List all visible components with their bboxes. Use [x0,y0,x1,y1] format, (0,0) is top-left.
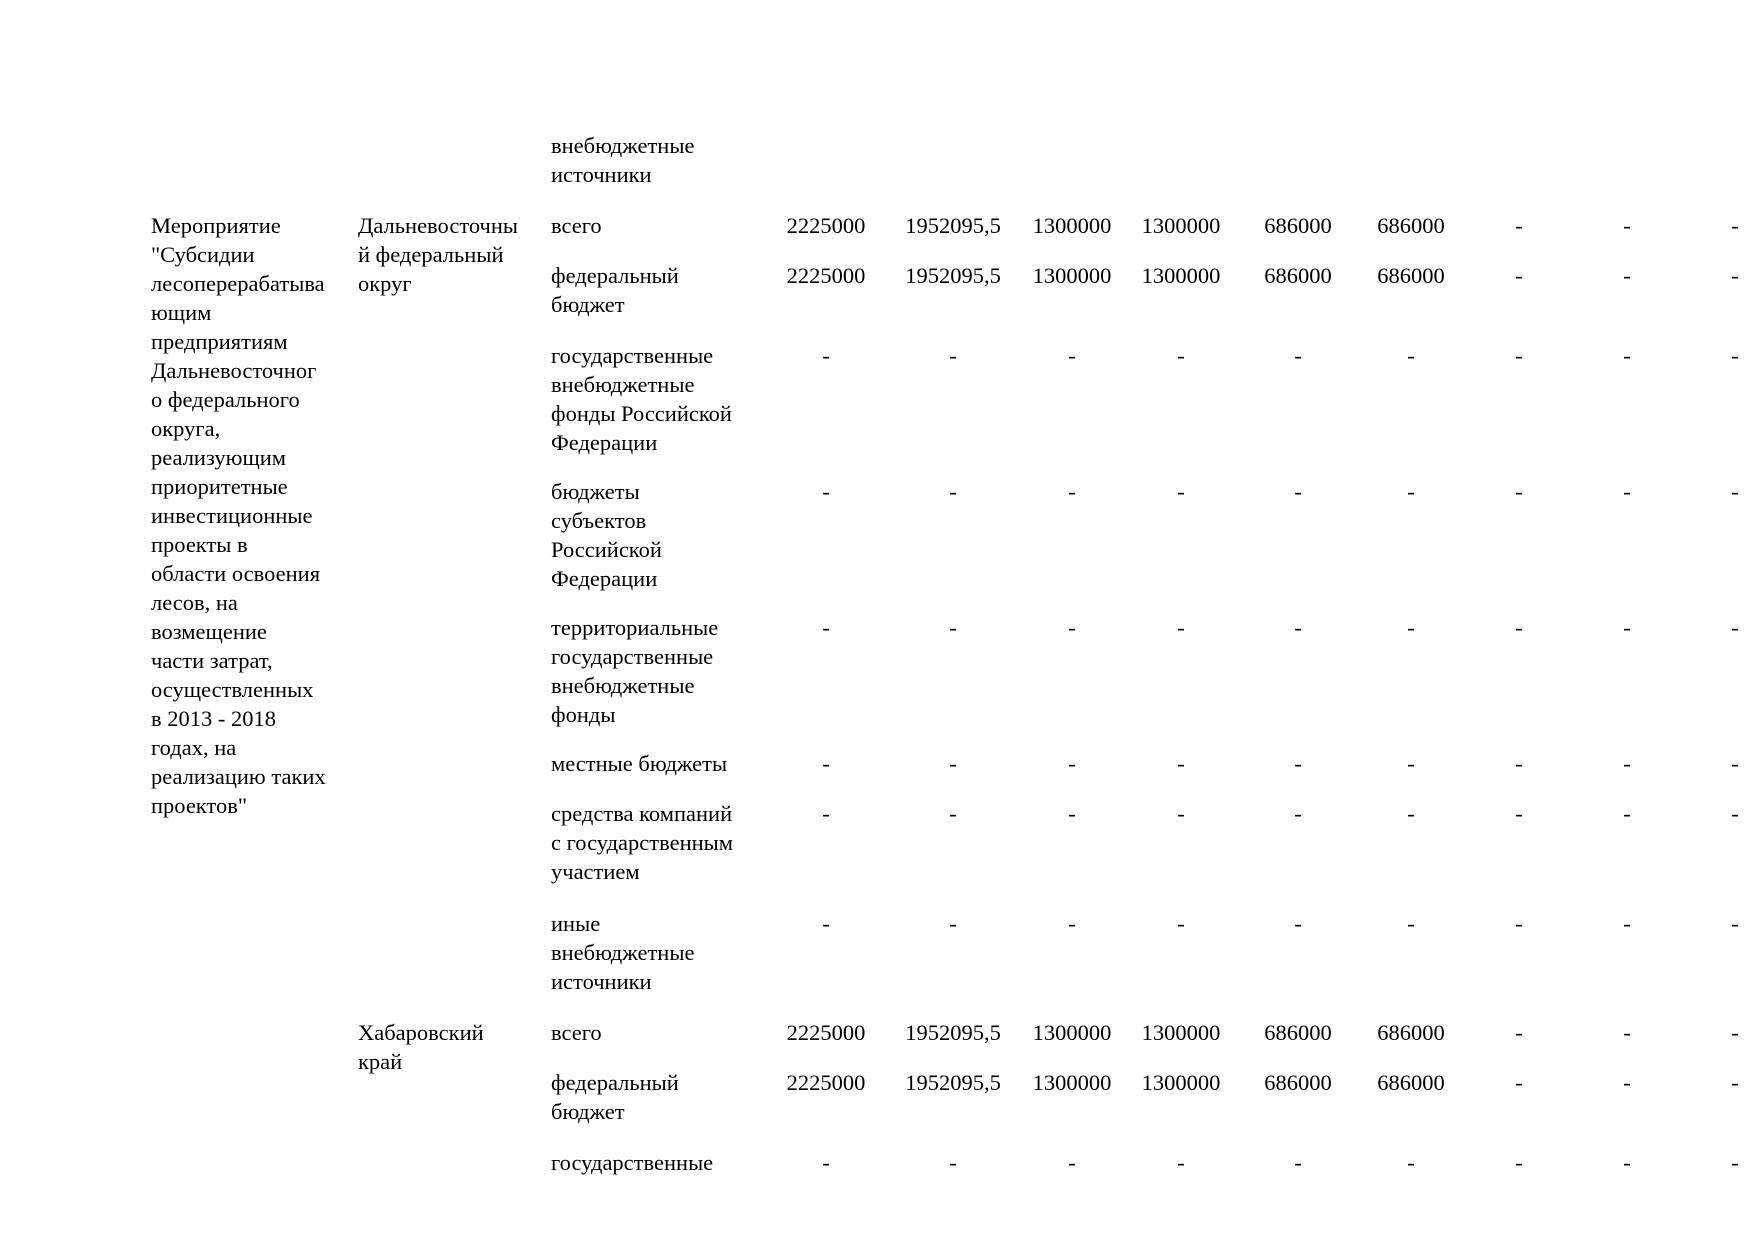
row-value: - [1068,911,1076,936]
row-label: местные бюджеты [551,751,728,776]
row-value: - [1731,343,1739,368]
row-value: - [1068,615,1076,640]
row-label: территориальные государственные внебюджетные фонды [551,615,719,727]
row-value: - [1068,751,1076,776]
row-value: - [1515,479,1523,504]
row-value: 1300000 [1141,1070,1221,1095]
row-value: - [1515,911,1523,936]
row-label: всего [551,1020,602,1045]
row-value: - [1515,751,1523,776]
row-value: 1300000 [1032,1020,1112,1045]
row-value: - [1623,911,1631,936]
row-value: - [1407,479,1415,504]
row-value: - [1623,615,1631,640]
row-value: - [1623,343,1631,368]
row-value: - [1068,343,1076,368]
row-label: федеральный бюджет [551,263,679,317]
row-value: - [949,1150,957,1175]
row-value: 686000 [1377,1020,1445,1045]
row-value: - [1623,1070,1631,1095]
row-value: 686000 [1377,213,1445,238]
activity-description: Мероприятие "Субсидии лесоперерабатыва ющим предприятиям Дальневосточног о федерального округа, реализующим приоритетные инвестиционные проекты в области освоения лесов, на возмещение части затрат, осуществленных в 2013 - 2018 годах, на реализацию таких проектов" [151,213,326,818]
row-value: - [1731,801,1739,826]
row-value: 686000 [1377,263,1445,288]
row-value: - [1731,1070,1739,1095]
row-value: - [1407,615,1415,640]
row-value: - [1177,615,1185,640]
row-value: 686000 [1264,263,1332,288]
row-value: - [949,343,957,368]
row-value: 1300000 [1032,1070,1112,1095]
row-value: - [1177,1150,1185,1175]
row-value: 686000 [1264,1020,1332,1045]
row-value: - [822,479,830,504]
row-value: 1300000 [1141,1020,1221,1045]
row-label: федеральный бюджет [551,1070,679,1124]
row-value: - [1294,911,1302,936]
row-value: - [1623,479,1631,504]
row-label: средства компаний с государственным участием [551,801,734,884]
row-value: - [1068,1150,1076,1175]
region-far-eastern-district: Дальневосточны й федеральный округ [358,213,518,296]
row-value: 2225000 [786,213,866,238]
row-value: - [1623,1020,1631,1045]
row-value: 1300000 [1032,213,1112,238]
row-value: 1300000 [1141,213,1221,238]
row-label: иные внебюджетные источники [551,911,695,994]
row-value: - [1294,615,1302,640]
row-value: - [1515,263,1523,288]
row-value: - [1294,1150,1302,1175]
row-value: - [1068,479,1076,504]
top-fragment-label: внебюджетные источники [551,133,695,187]
row-value: - [949,615,957,640]
row-value: - [1407,911,1415,936]
row-label: всего [551,213,602,238]
row-value: 1952095,5 [905,1070,1001,1095]
row-value: - [949,751,957,776]
row-value: - [822,615,830,640]
row-label: бюджеты субъектов Российской Федерации [551,479,662,591]
row-value: - [1177,479,1185,504]
row-value: 2225000 [786,263,866,288]
row-value: 1300000 [1141,263,1221,288]
row-value: - [1177,911,1185,936]
row-value: 686000 [1264,213,1332,238]
row-value: - [949,801,957,826]
row-value: - [1177,343,1185,368]
row-value: - [822,911,830,936]
row-value: - [1177,801,1185,826]
row-value: - [1294,751,1302,776]
row-value: - [1623,801,1631,826]
row-value: - [822,751,830,776]
row-value: - [949,479,957,504]
row-value: - [1623,213,1631,238]
row-value: - [1515,213,1523,238]
row-value: - [1731,479,1739,504]
row-value: - [1515,1070,1523,1095]
row-value: 1952095,5 [905,1020,1001,1045]
row-value: - [1515,1150,1523,1175]
row-value: - [1731,1020,1739,1045]
row-value: - [1623,751,1631,776]
row-value: - [822,343,830,368]
row-value: - [1623,1150,1631,1175]
row-value: - [1407,343,1415,368]
row-value: - [1623,263,1631,288]
row-value: - [822,801,830,826]
row-value: - [949,911,957,936]
row-value: - [1407,1150,1415,1175]
row-value: - [1731,1150,1739,1175]
row-value: - [1731,751,1739,776]
row-label: государственные внебюджетные фонды Российской Федерации [551,343,732,455]
row-label: государственные [551,1150,714,1175]
row-value: - [822,1150,830,1175]
row-value: - [1294,479,1302,504]
row-value: - [1731,911,1739,936]
row-value: - [1515,615,1523,640]
row-value: - [1407,751,1415,776]
region-khabarovsk-krai: Хабаровский край [358,1020,484,1074]
row-value: 1952095,5 [905,263,1001,288]
row-value: - [1731,615,1739,640]
row-value: 686000 [1377,1070,1445,1095]
row-value: - [1407,801,1415,826]
row-value: 2225000 [786,1070,866,1095]
row-value: 1952095,5 [905,213,1001,238]
row-value: - [1294,343,1302,368]
row-value: 686000 [1264,1070,1332,1095]
row-value: - [1731,263,1739,288]
row-value: - [1515,801,1523,826]
row-value: - [1068,801,1076,826]
row-value: 1300000 [1032,263,1112,288]
row-value: - [1515,1020,1523,1045]
row-value: 2225000 [786,1020,866,1045]
row-value: - [1731,213,1739,238]
row-value: - [1515,343,1523,368]
row-value: - [1294,801,1302,826]
row-value: - [1177,751,1185,776]
